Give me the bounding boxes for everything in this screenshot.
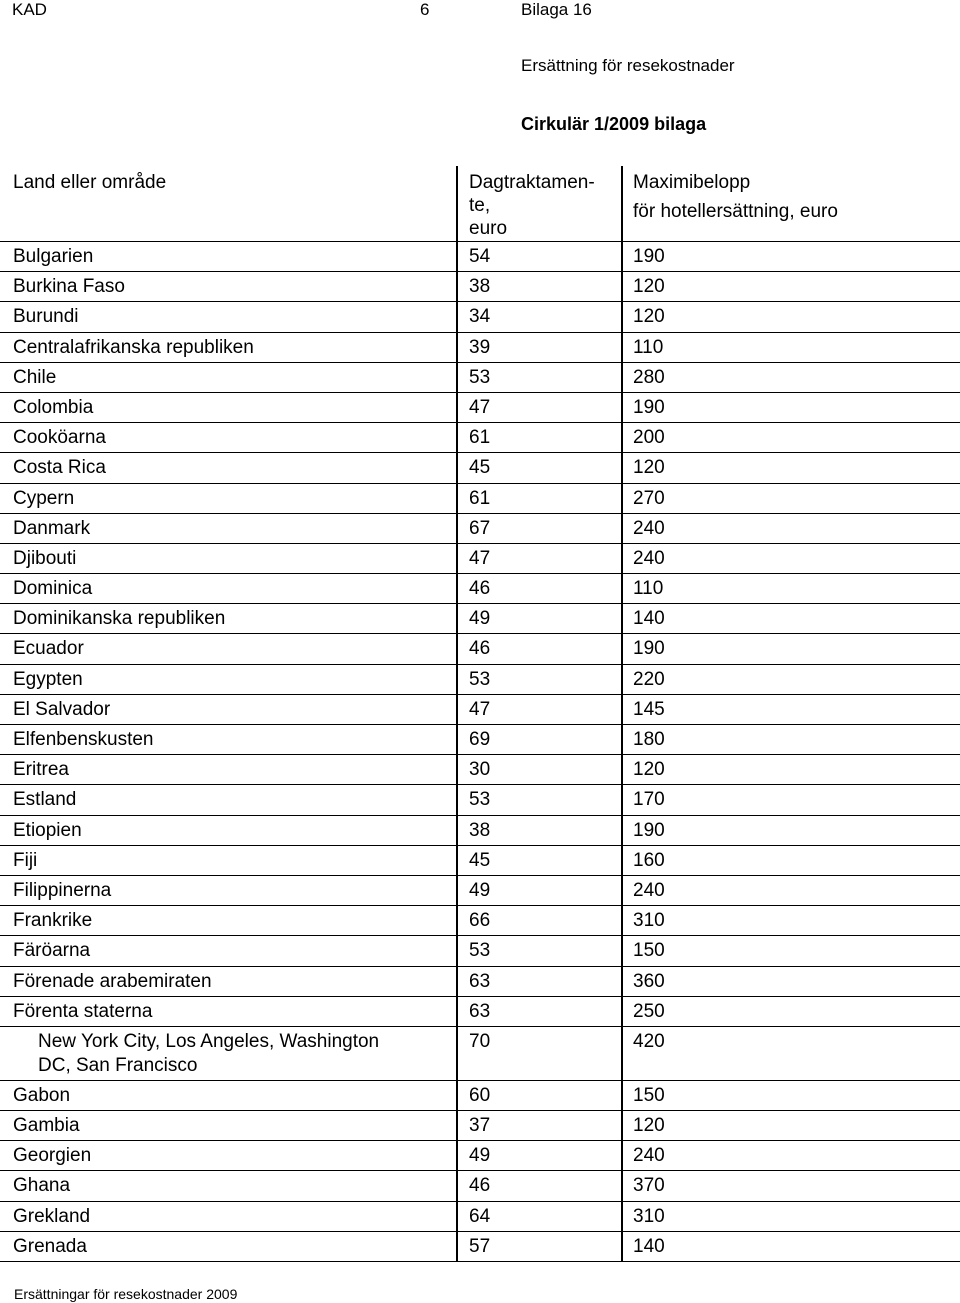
- hotel-max-cell: 110: [633, 336, 664, 358]
- table-row: [0, 363, 960, 393]
- table-row: [0, 906, 960, 936]
- daily-allowance-cell: 47: [458, 393, 623, 422]
- hotel-max-cell: 200: [633, 427, 665, 449]
- table-row: [0, 936, 960, 966]
- daily-allowance-cell: 63: [458, 997, 623, 1026]
- daily-allowance-cell: 46: [458, 634, 623, 663]
- daily-allowance-cell: 38: [458, 272, 623, 301]
- daily-allowance-cell: 66: [458, 906, 623, 935]
- table-row: [0, 997, 960, 1027]
- hotel-max-cell: 140: [633, 608, 665, 630]
- hotel-max-cell: 120: [633, 276, 665, 298]
- table-row: [0, 695, 960, 725]
- country-cell: Cypern: [0, 484, 458, 513]
- table-row: [0, 785, 960, 815]
- country-cell: Filippinerna: [0, 876, 458, 905]
- hotel-max-cell: 120: [633, 1115, 665, 1137]
- column-header-daily-line: euro: [469, 218, 508, 239]
- table-row: [0, 574, 960, 604]
- country-cell: Eritrea: [0, 755, 458, 784]
- table-row: [0, 755, 960, 785]
- hotel-max-cell: 190: [633, 638, 665, 660]
- subregion-cell: [0, 1027, 458, 1080]
- table-row: [0, 272, 960, 302]
- page-number: 6: [420, 0, 430, 19]
- country-cell: Gambia: [0, 1111, 458, 1140]
- daily-allowance-cell: 63: [458, 967, 623, 996]
- hotel-max-cell: 360: [633, 970, 665, 992]
- column-header-daily-allowance: [458, 166, 623, 241]
- table-row: [0, 665, 960, 695]
- daily-allowance-cell: 49: [458, 876, 623, 905]
- table-row: [0, 634, 960, 664]
- country-cell: Frankrike: [0, 906, 458, 935]
- hotel-max-cell: 240: [633, 1145, 665, 1167]
- hotel-max-cell: 250: [633, 1000, 665, 1022]
- table-row: [0, 1111, 960, 1141]
- country-cell: Dominica: [0, 574, 458, 603]
- document-subtitle: Ersättning för resekostnader: [521, 56, 735, 75]
- daily-allowance-cell: 54: [458, 242, 623, 271]
- country-cell: Elfenbenskusten: [0, 725, 458, 754]
- hotel-max-cell: 170: [633, 789, 665, 811]
- hotel-max-cell: 140: [633, 1235, 665, 1257]
- country-cell: Ghana: [0, 1171, 458, 1200]
- country-cell: Dominikanska republiken: [0, 604, 458, 633]
- hotel-max-cell: 190: [633, 396, 665, 418]
- country-cell: Danmark: [0, 514, 458, 543]
- hotel-max-cell: 150: [633, 940, 665, 962]
- hotel-max-cell: 120: [633, 457, 665, 479]
- daily-allowance-cell: 53: [458, 936, 623, 965]
- table-row: [0, 1202, 960, 1232]
- country-cell: Costa Rica: [0, 453, 458, 482]
- country-cell: Ecuador: [0, 634, 458, 663]
- column-header-hotel-max: [623, 166, 960, 241]
- country-cell: Burundi: [0, 302, 458, 331]
- hotel-max-cell: 270: [633, 487, 665, 509]
- daily-allowance-cell: 70: [458, 1027, 623, 1080]
- country-cell: Färöarna: [0, 936, 458, 965]
- country-cell: Egypten: [0, 665, 458, 694]
- hotel-max-cell: 420: [633, 1030, 665, 1052]
- daily-allowance-cell: 46: [458, 1171, 623, 1200]
- daily-allowance-cell: 30: [458, 755, 623, 784]
- country-cell: Förenade arabemiraten: [0, 967, 458, 996]
- daily-allowance-cell: 67: [458, 514, 623, 543]
- country-cell: Burkina Faso: [0, 272, 458, 301]
- table-row: [0, 484, 960, 514]
- country-cell: Bulgarien: [0, 242, 458, 271]
- country-cell: Cooköarna: [0, 423, 458, 452]
- country-cell: Chile: [0, 363, 458, 392]
- hotel-max-cell: 240: [633, 517, 665, 539]
- hotel-max-cell: 120: [633, 306, 665, 328]
- table-row: [0, 242, 960, 272]
- table-row: [0, 1081, 960, 1111]
- daily-allowance-cell: 60: [458, 1081, 623, 1110]
- daily-allowance-cell: 61: [458, 423, 623, 452]
- hotel-max-cell: 190: [633, 819, 665, 841]
- daily-allowance-cell: 47: [458, 544, 623, 573]
- table-row: [0, 1232, 960, 1262]
- table-row: [0, 816, 960, 846]
- hotel-max-cell: 150: [633, 1084, 665, 1106]
- table-row-subregion: [0, 1027, 960, 1081]
- daily-allowance-cell: 69: [458, 725, 623, 754]
- daily-allowance-cell: 45: [458, 453, 623, 482]
- subregion-line: DC, San Francisco: [38, 1054, 198, 1076]
- hotel-max-cell: 110: [633, 578, 664, 600]
- daily-allowance-cell: 53: [458, 785, 623, 814]
- table-row: [0, 423, 960, 453]
- country-cell: Centralafrikanska republiken: [0, 333, 458, 362]
- table-row: [0, 876, 960, 906]
- table-row: [0, 514, 960, 544]
- attachment-label: Bilaga 16: [521, 0, 592, 19]
- daily-allowance-cell: 47: [458, 695, 623, 724]
- hotel-max-cell: 310: [633, 910, 665, 932]
- table-row: [0, 544, 960, 574]
- daily-allowance-cell: 38: [458, 816, 623, 845]
- hotel-max-cell: 310: [633, 1205, 665, 1227]
- header-left-code: KAD: [12, 0, 47, 19]
- table-row: [0, 1171, 960, 1201]
- daily-allowance-cell: 46: [458, 574, 623, 603]
- column-header-country: Land eller område: [0, 166, 458, 241]
- column-header-hotel-line: Maximibelopp: [633, 172, 751, 193]
- daily-allowance-cell: 64: [458, 1202, 623, 1231]
- daily-allowance-cell: 34: [458, 302, 623, 331]
- daily-allowance-cell: 57: [458, 1232, 623, 1261]
- table-row: [0, 302, 960, 332]
- table-row: [0, 393, 960, 423]
- daily-allowance-cell: 53: [458, 665, 623, 694]
- hotel-max-cell: 370: [633, 1175, 665, 1197]
- table-row: [0, 1141, 960, 1171]
- hotel-max-cell: 190: [633, 246, 665, 267]
- column-header-daily-line: Dagtraktamen-: [469, 172, 595, 193]
- page-footer: Ersättningar för resekostnader 2009: [14, 1286, 238, 1302]
- hotel-max-cell: 220: [633, 668, 665, 690]
- hotel-max-cell: 120: [633, 759, 665, 781]
- country-cell: Djibouti: [0, 544, 458, 573]
- country-cell: Georgien: [0, 1141, 458, 1170]
- daily-allowance-cell: 53: [458, 363, 623, 392]
- daily-allowance-cell: 39: [458, 333, 623, 362]
- circular-title: Cirkulär 1/2009 bilaga: [521, 114, 707, 134]
- daily-allowance-cell: 61: [458, 484, 623, 513]
- column-header-hotel-line: för hotellersättning, euro: [633, 201, 838, 222]
- hotel-max-cell: 145: [633, 698, 665, 720]
- country-cell: Gabon: [0, 1081, 458, 1110]
- table-header-row: [0, 166, 960, 242]
- daily-allowance-cell: 45: [458, 846, 623, 875]
- country-cell: Fiji: [0, 846, 458, 875]
- country-cell: Grekland: [0, 1202, 458, 1231]
- daily-allowance-cell: 49: [458, 1141, 623, 1170]
- daily-allowance-cell: 49: [458, 604, 623, 633]
- country-cell: Grenada: [0, 1232, 458, 1261]
- country-cell: El Salvador: [0, 695, 458, 724]
- hotel-max-cell: 240: [633, 879, 665, 901]
- hotel-max-cell: 160: [633, 849, 665, 871]
- table-row: [0, 967, 960, 997]
- table-row: [0, 604, 960, 634]
- allowance-table: [0, 166, 960, 1262]
- table-row: [0, 725, 960, 755]
- subregion-line: New York City, Los Angeles, Washington: [38, 1030, 380, 1052]
- hotel-max-cell: 280: [633, 366, 665, 388]
- daily-allowance-cell: 37: [458, 1111, 623, 1140]
- hotel-max-cell: 240: [633, 547, 665, 569]
- hotel-max-cell: 180: [633, 729, 665, 750]
- country-cell: Förenta staterna: [0, 997, 458, 1026]
- table-row: [0, 453, 960, 483]
- country-cell: Colombia: [0, 393, 458, 422]
- table-row: [0, 846, 960, 876]
- column-header-daily-line: te,: [469, 195, 491, 216]
- country-cell: Etiopien: [0, 816, 458, 845]
- table-row: [0, 333, 960, 363]
- country-cell: Estland: [0, 785, 458, 814]
